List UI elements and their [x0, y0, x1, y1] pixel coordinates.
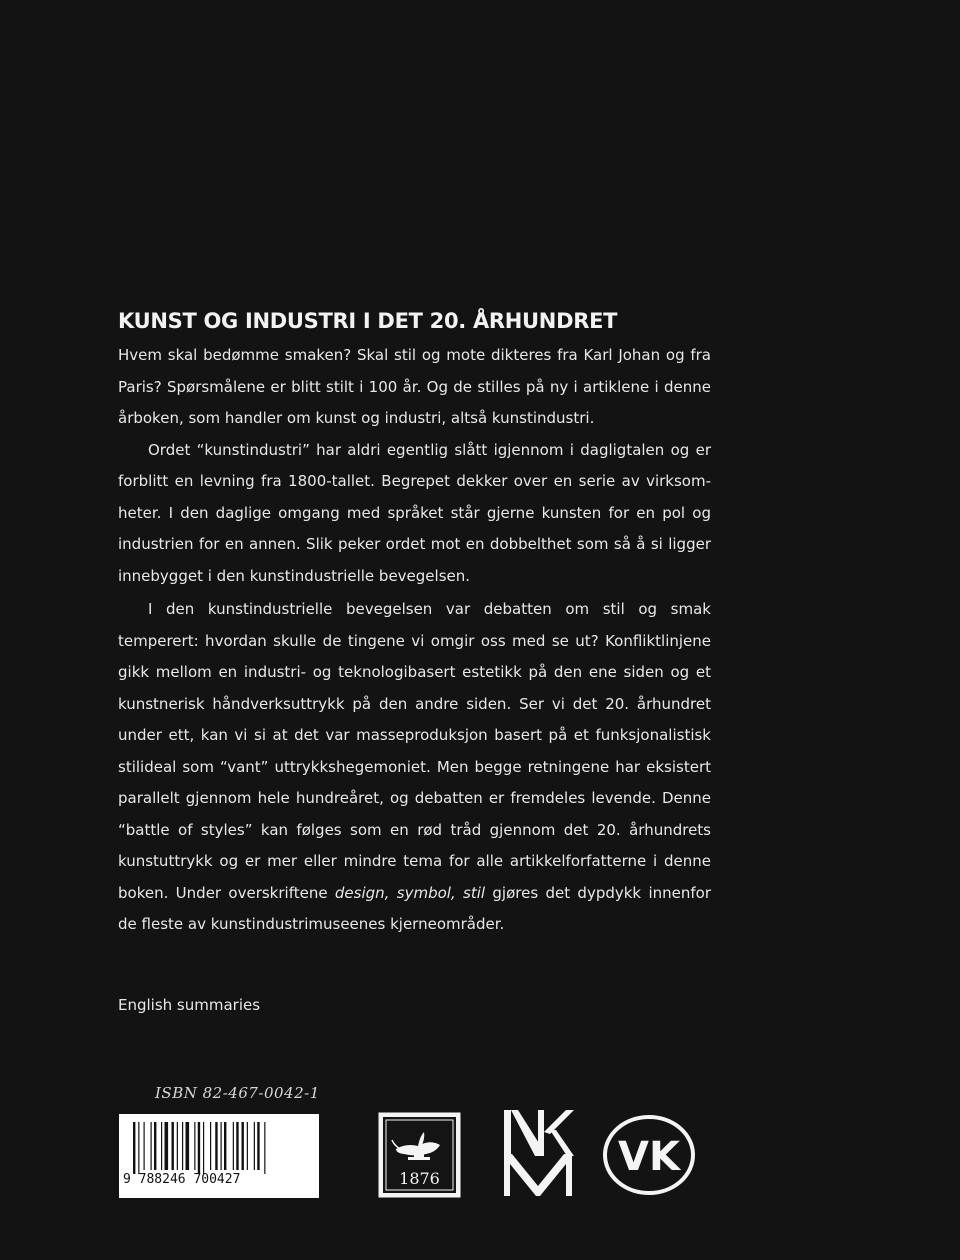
- barcode-bar: [224, 1122, 226, 1170]
- barcode-bar: [194, 1122, 195, 1170]
- paragraph-3-end: gjøres det dypdykk innenfor de fleste av kunstindustrimuseenes kjerneområder.: [118, 883, 711, 933]
- barcode-bar: [172, 1122, 174, 1170]
- cover-title: KUNST OG INDUSTRI I DET 20. ÅRHUNDRET: [118, 309, 618, 333]
- barcode-bar: [215, 1122, 217, 1170]
- isbn-label: ISBN 82-467-0042-1: [155, 1084, 320, 1102]
- paragraph-3-italic: design, symbol, stil: [334, 883, 486, 902]
- english-summaries-note: English summaries: [118, 996, 261, 1014]
- logo-year: 1876: [399, 1169, 440, 1188]
- barcode-bar: [254, 1122, 255, 1170]
- barcode-bar: [264, 1122, 265, 1174]
- barcode-bar: [161, 1122, 162, 1170]
- barcode-bar: [198, 1122, 200, 1174]
- barcode-bar: [186, 1122, 190, 1170]
- barcode-bar: [138, 1122, 139, 1174]
- oil-lamp-icon: [378, 1112, 461, 1198]
- paragraph-1: Hvem skal bedømme smaken? Skal stil og mote dikteres fra Karl Johan og fra Paris? Spørsmålene er blitt stilt i 100 år. Og de stilles på ny i artiklene i denne årboken, som handler om kunst og industri, altså kunstindustri.: [118, 346, 711, 427]
- barcode-bar: [177, 1122, 178, 1170]
- barcode-digits: 9 788246 700427: [123, 1172, 241, 1187]
- blurb-text: [118, 340, 711, 941]
- barcode-bar: [182, 1122, 183, 1170]
- paragraph-2: Ordet “kunstindustri” har aldri egentlig slått igjennom i dagligtalen og er forblitt en levning fra 1800-tallet. Begrepet dekker over en serie av virksomheter. I den daglige omgang med språket står gjerne kunsten for en pol og industrien for en annen. Slik peker ordet mot en dobbelthet som så å si ligger innebygget i den kunstindustrielle bevegelsen.: [118, 440, 711, 585]
- barcode-bar: [236, 1122, 238, 1170]
- vk-circle-icon: [600, 1113, 698, 1197]
- barcode-bar: [247, 1122, 248, 1170]
- logo-nkm-label: NKM: [300, 908, 303, 909]
- barcode-bar: [257, 1122, 259, 1170]
- barcode-bar: [221, 1122, 222, 1170]
- barcode-bar: [165, 1122, 169, 1170]
- barcode-bar: [233, 1122, 234, 1170]
- barcode-bar: [151, 1122, 152, 1170]
- barcode: [119, 1114, 319, 1198]
- barcode-bar: [203, 1122, 204, 1174]
- barcode-bar: [144, 1122, 145, 1170]
- logo-vk-label: VK: [618, 1134, 680, 1180]
- barcode-bar: [210, 1122, 211, 1170]
- paragraph-3-start: I den kunstindustrielle bevegelsen var debatten om stil og smak temperert: hvordan skulle de tingene vi omgir oss med se ut? Konfliktlinjene gikk mellom en industri- og teknologibasert estetikk på den ene siden og et kunstnerisk håndverksuttrykk på den andre siden. Ser vi det 20. århundret under ett, kan vi si at det var masseproduksjon basert på et funksjonalistisk stilideal som “vant” uttrykkshegemoniet. Men begge retningene har eksistert parallelt gjennom hele hundreåret, og debatten er fremdeles levende. Denne “battle of styles” kan følges som en rød tråd gjennom det 20. århundrets kunstuttrykk og er mer eller mindre tema for alle artikkelforfatterne i denne boken. Under overskriftene: [118, 600, 711, 902]
- paragraph-3: [118, 594, 711, 941]
- barcode-bar: [154, 1122, 156, 1170]
- barcode-bar: [242, 1122, 244, 1170]
- barcode-bar: [133, 1122, 135, 1174]
